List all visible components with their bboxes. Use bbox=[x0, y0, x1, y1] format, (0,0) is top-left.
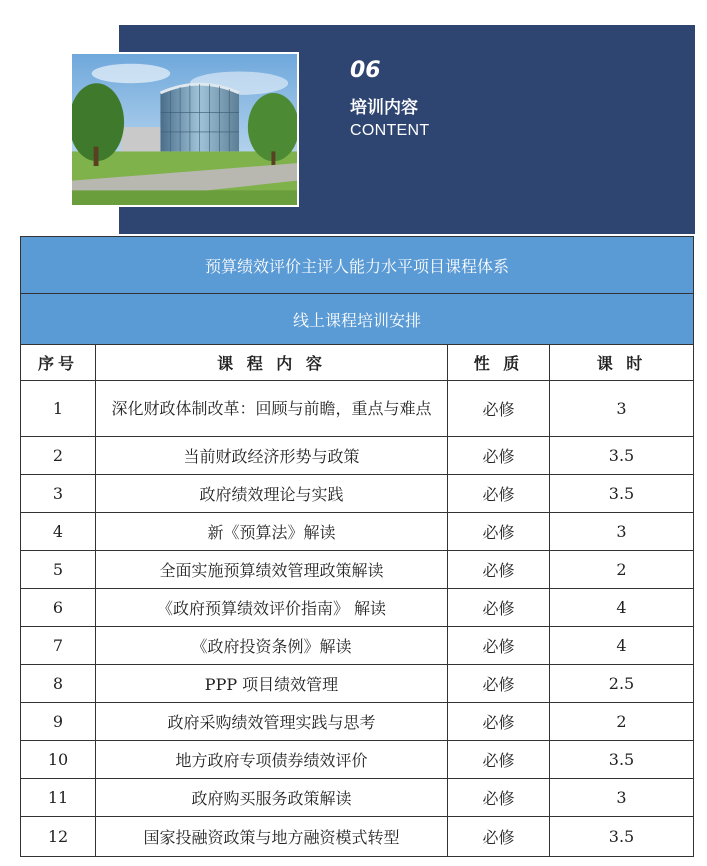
row-type: 必修 bbox=[448, 779, 550, 817]
row-hours: 3.5 bbox=[550, 475, 694, 513]
row-no: 3 bbox=[21, 475, 96, 513]
table-row bbox=[21, 381, 694, 437]
row-hours: 3.5 bbox=[550, 437, 694, 475]
row-type: 必修 bbox=[448, 703, 550, 741]
table-header-row bbox=[21, 345, 694, 381]
row-type: 必修 bbox=[448, 437, 550, 475]
row-type: 必修 bbox=[448, 741, 550, 779]
table-subtitle-row bbox=[21, 294, 694, 345]
row-no: 5 bbox=[21, 551, 96, 589]
row-no: 6 bbox=[21, 589, 96, 627]
row-content: 新《预算法》解读 bbox=[96, 513, 448, 551]
row-content: 深化财政体制改革：回顾与前瞻，重点与难点 bbox=[96, 381, 448, 437]
row-hours: 2 bbox=[550, 551, 694, 589]
course-table bbox=[20, 236, 694, 857]
row-type: 必修 bbox=[448, 627, 550, 665]
row-hours: 2.5 bbox=[550, 665, 694, 703]
section-title-en: CONTENT bbox=[350, 122, 430, 139]
section-number: 06 bbox=[350, 58, 381, 83]
campus-building-photo bbox=[70, 52, 299, 207]
row-content: 《政府投资条例》解读 bbox=[96, 627, 448, 665]
row-no: 11 bbox=[21, 779, 96, 817]
row-no: 1 bbox=[21, 381, 96, 437]
row-type: 必修 bbox=[448, 665, 550, 703]
row-hours: 3 bbox=[550, 779, 694, 817]
table-row bbox=[21, 741, 694, 779]
header-hours: 课 时 bbox=[550, 345, 694, 381]
row-no: 10 bbox=[21, 741, 96, 779]
table-row bbox=[21, 817, 694, 857]
row-content: 政府购买服务政策解读 bbox=[96, 779, 448, 817]
table-title: 预算绩效评价主评人能力水平项目课程体系 bbox=[21, 237, 694, 294]
table-row bbox=[21, 551, 694, 589]
row-hours: 4 bbox=[550, 589, 694, 627]
row-type: 必修 bbox=[448, 551, 550, 589]
row-type: 必修 bbox=[448, 589, 550, 627]
table-row bbox=[21, 475, 694, 513]
row-no: 7 bbox=[21, 627, 96, 665]
row-no: 12 bbox=[21, 817, 96, 857]
table-row bbox=[21, 779, 694, 817]
row-hours: 3.5 bbox=[550, 741, 694, 779]
table-row bbox=[21, 513, 694, 551]
row-content: 国家投融资政策与地方融资模式转型 bbox=[96, 817, 448, 857]
row-content: 《政府预算绩效评价指南》 解读 bbox=[96, 589, 448, 627]
header-type: 性 质 bbox=[448, 345, 550, 381]
row-content: 全面实施预算绩效管理政策解读 bbox=[96, 551, 448, 589]
table-row bbox=[21, 665, 694, 703]
header-no: 序号 bbox=[21, 345, 96, 381]
row-content: 政府采购绩效管理实践与思考 bbox=[96, 703, 448, 741]
table-row bbox=[21, 437, 694, 475]
row-no: 9 bbox=[21, 703, 96, 741]
table-row bbox=[21, 627, 694, 665]
row-no: 2 bbox=[21, 437, 96, 475]
table-subtitle: 线上课程培训安排 bbox=[21, 294, 694, 345]
row-type: 必修 bbox=[448, 513, 550, 551]
row-type: 必修 bbox=[448, 817, 550, 857]
row-content: 当前财政经济形势与政策 bbox=[96, 437, 448, 475]
row-hours: 4 bbox=[550, 627, 694, 665]
row-hours: 3 bbox=[550, 513, 694, 551]
row-hours: 3.5 bbox=[550, 817, 694, 857]
row-content: 政府绩效理论与实践 bbox=[96, 475, 448, 513]
section-title-cn: 培训内容 bbox=[350, 98, 418, 118]
header-content: 课 程 内 容 bbox=[96, 345, 448, 381]
row-content: 地方政府专项债券绩效评价 bbox=[96, 741, 448, 779]
row-type: 必修 bbox=[448, 381, 550, 437]
row-hours: 3 bbox=[550, 381, 694, 437]
row-content: PPP 项目绩效管理 bbox=[96, 665, 448, 703]
row-type: 必修 bbox=[448, 475, 550, 513]
row-hours: 2 bbox=[550, 703, 694, 741]
table-row bbox=[21, 589, 694, 627]
row-no: 4 bbox=[21, 513, 96, 551]
row-no: 8 bbox=[21, 665, 96, 703]
table-row bbox=[21, 703, 694, 741]
table-title-row bbox=[21, 237, 694, 294]
